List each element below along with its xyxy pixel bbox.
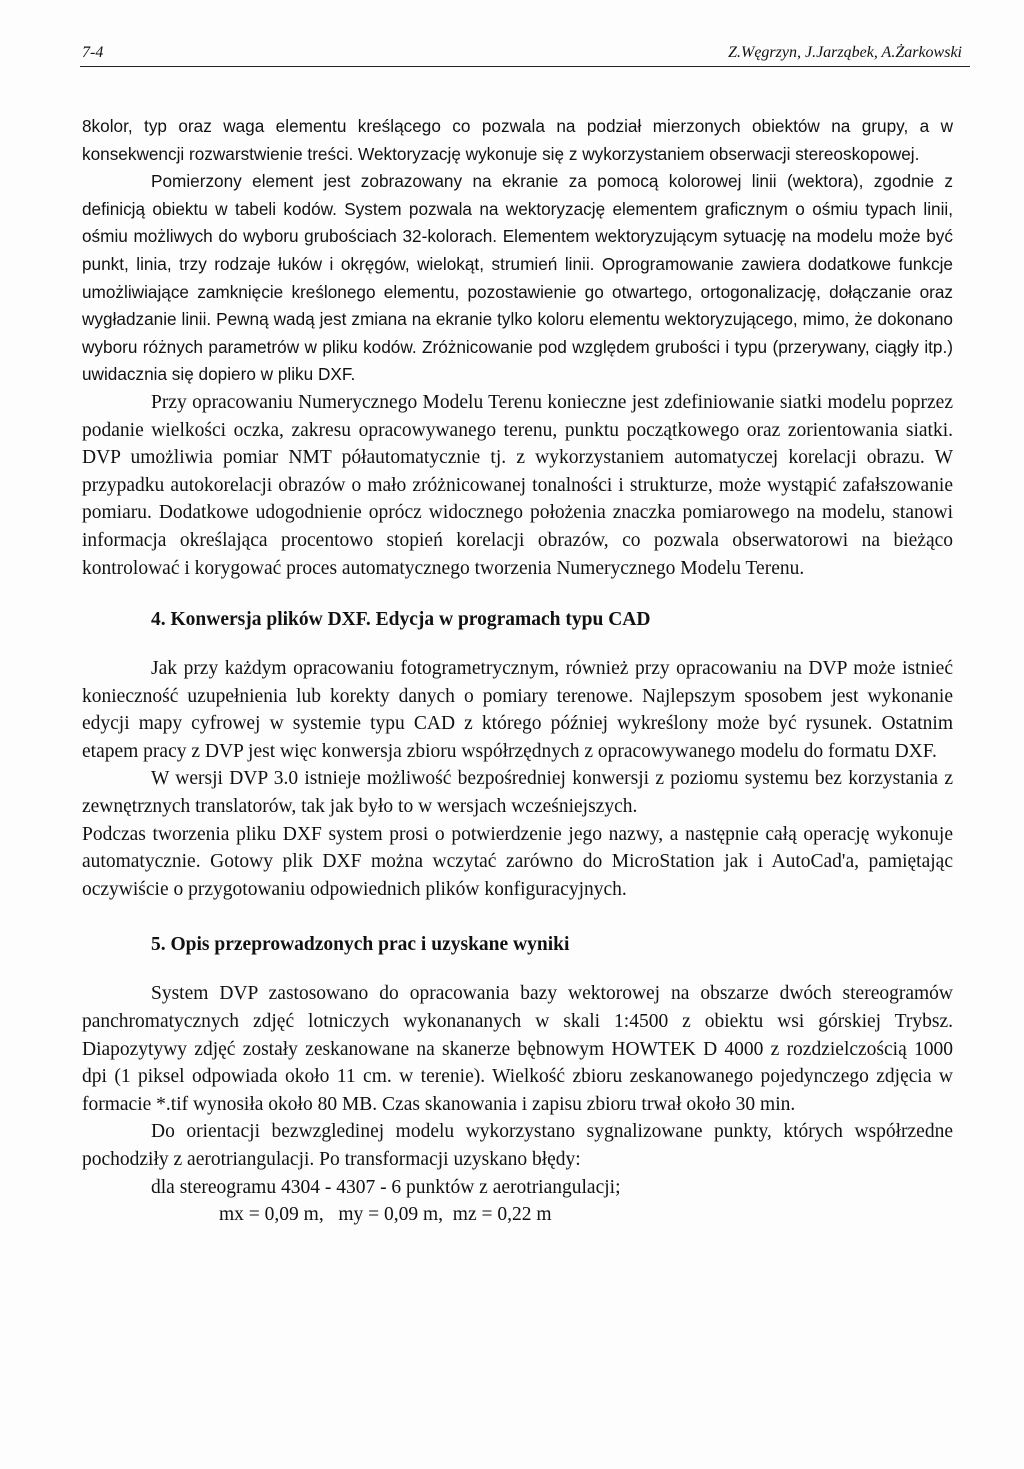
running-header <box>80 42 970 67</box>
section-4-paragraph-3: Podczas tworzenia pliku DXF system prosi o potwierdzenie jego nazwy, a następnie całą operację wykonuje automatycznie. Gotowy plik DXF można wczytać zarówno do MicroStation jak i AutoCad'a, pamiętając oczywiście o przygotowaniu odpowiednich plików konfiguracyjnych. <box>82 823 953 900</box>
section-4-heading: 4. Konwersja plików DXF. Edycja w programach typu CAD <box>151 609 651 631</box>
stereogram-line: dla stereogramu 4304 - 4307 - 6 punktów z aerotriangulacji; <box>151 1176 621 1198</box>
section-5-heading: 5. Opis przeprowadzonych prac i uzyskane wyniki <box>151 934 570 956</box>
paragraph-intro-2: Pomierzony element jest zobrazowany na ekranie za pomocą kolorowej linii (wektora), zgodnie z definicją obiektu w tabeli kodów. System pozwala na wektoryzację elementem graficznym o ośmiu typach linii, ośmiu możliwych do wyboru grubościach 32-kolorach. Elementem wektoryzującym sytuację na modelu może być punkt, linia, trzy rodzaje łuków i okręgów, wielokąt, strumień linii. Oprogramowanie zawiera dodatkowe funkcje umożliwiające zamknięcie kreślonego elementu, pozostawienie go otwartego, ortogonalizację, dołączanie oraz wygładzanie linii. Pewną wadą jest zmiana na ekranie tylko koloru elementu wektoryzującego, mimo, że dokonano wyboru różnych parametrów w pliku kodów. Zróżnicowanie pod względem grubości i typu (przerywany, ciągły itp.) uwidacznia się dopiero w pliku DXF. <box>82 171 953 385</box>
paragraph-intro-3: Przy opracowaniu Numerycznego Modelu Terenu konieczne jest zdefiniowanie siatki modelu poprzez podanie wielkości oczka, zakresu opracowywanego terenu, punktu początkowego oraz zorientowania siatki. DVP umożliwia pomiar NMT półautomatycznie tj. z wykorzystaniem automatyczej korelacji obrazu. W przypadku autokorelacji obrazów o mało zróżnicowanej tonalności i strukturze, może wystąpić zafałszowanie pomiaru. Dodatkowe udogodnienie oprócz widocznego położenia znaczka pomiarowego na modelu, stanowi informacja określająca procentowo stopień korelacji obrazów, co pozwala obserwatorowi na bieżąco kontrolować i korygować proces automatycznego tworzenia Numerycznego Modelu Terenu. <box>82 391 953 579</box>
section-5-paragraph-2: Do orientacji bezwzgledinej modelu wykorzystano sygnalizowane punkty, których współrzedne pochodziły z aerotriangulacji. Po transformacji uzyskano błędy: <box>82 1121 953 1170</box>
authors-header: Z.Węgrzyn, J.Jarząbek, A.Żarkowski <box>728 44 962 61</box>
section-4-paragraph-1: Jak przy każdym opracowaniu fotogrametrycznym, również przy opracowaniu na DVP może istnieć konieczność uzupełnienia lub korekty danych o pomiary terenowe. Najlepszym sposobem jest wykonanie edycji mapy cyfrowej w systemie typu CAD z którego później wykreślony może być rysunek. Ostatnim etapem pracy z DVP jest więc konwersja zbioru współrzędnych z opracowywanego modelu do formatu DXF. <box>82 658 953 762</box>
section-4-paragraph-2: W wersji DVP 3.0 istnieje możliwość bezpośredniej konwersji z poziomu systemu bez korzystania z zewnętrznych translatorów, tak jak było to w wersjach wcześniejszych. <box>82 768 953 818</box>
paragraph-intro-1: 8kolor, typ oraz waga elementu kreślącego co pozwala na podział mierzonych obiektów na grupy, a w konsekwencji rozwarstwienie treści. Wektoryzację wykonuje się z wykorzystaniem obserwacji stereoskopowej. <box>82 116 953 164</box>
errors-line: mx = 0,09 m, my = 0,09 m, mz = 0,22 m <box>219 1204 552 1226</box>
page-number: 7-4 <box>82 44 104 61</box>
body-text <box>82 113 953 1229</box>
section-5-paragraph-1: System DVP zastosowano do opracowania bazy wektorowej na obszarze dwóch stereogramów panchromatycznych zdjęć lotniczych wykonananych w skali 1:4500 z obiektu wsi górskiej Trybsz. Diapozytywy zdjęć zostały zeskanowane na skanerze bębnowym HOWTEK D 4000 z rozdzielczością 1000 dpi (1 piksel odpowiada około 11 cm. w terenie). Wielkość zbioru zeskanowanego pojedynczego zdjęcia w formacie *.tif wynosiła około 80 MB. Czas skanowania i zapisu zbioru trwał około 30 min. <box>82 983 953 1115</box>
